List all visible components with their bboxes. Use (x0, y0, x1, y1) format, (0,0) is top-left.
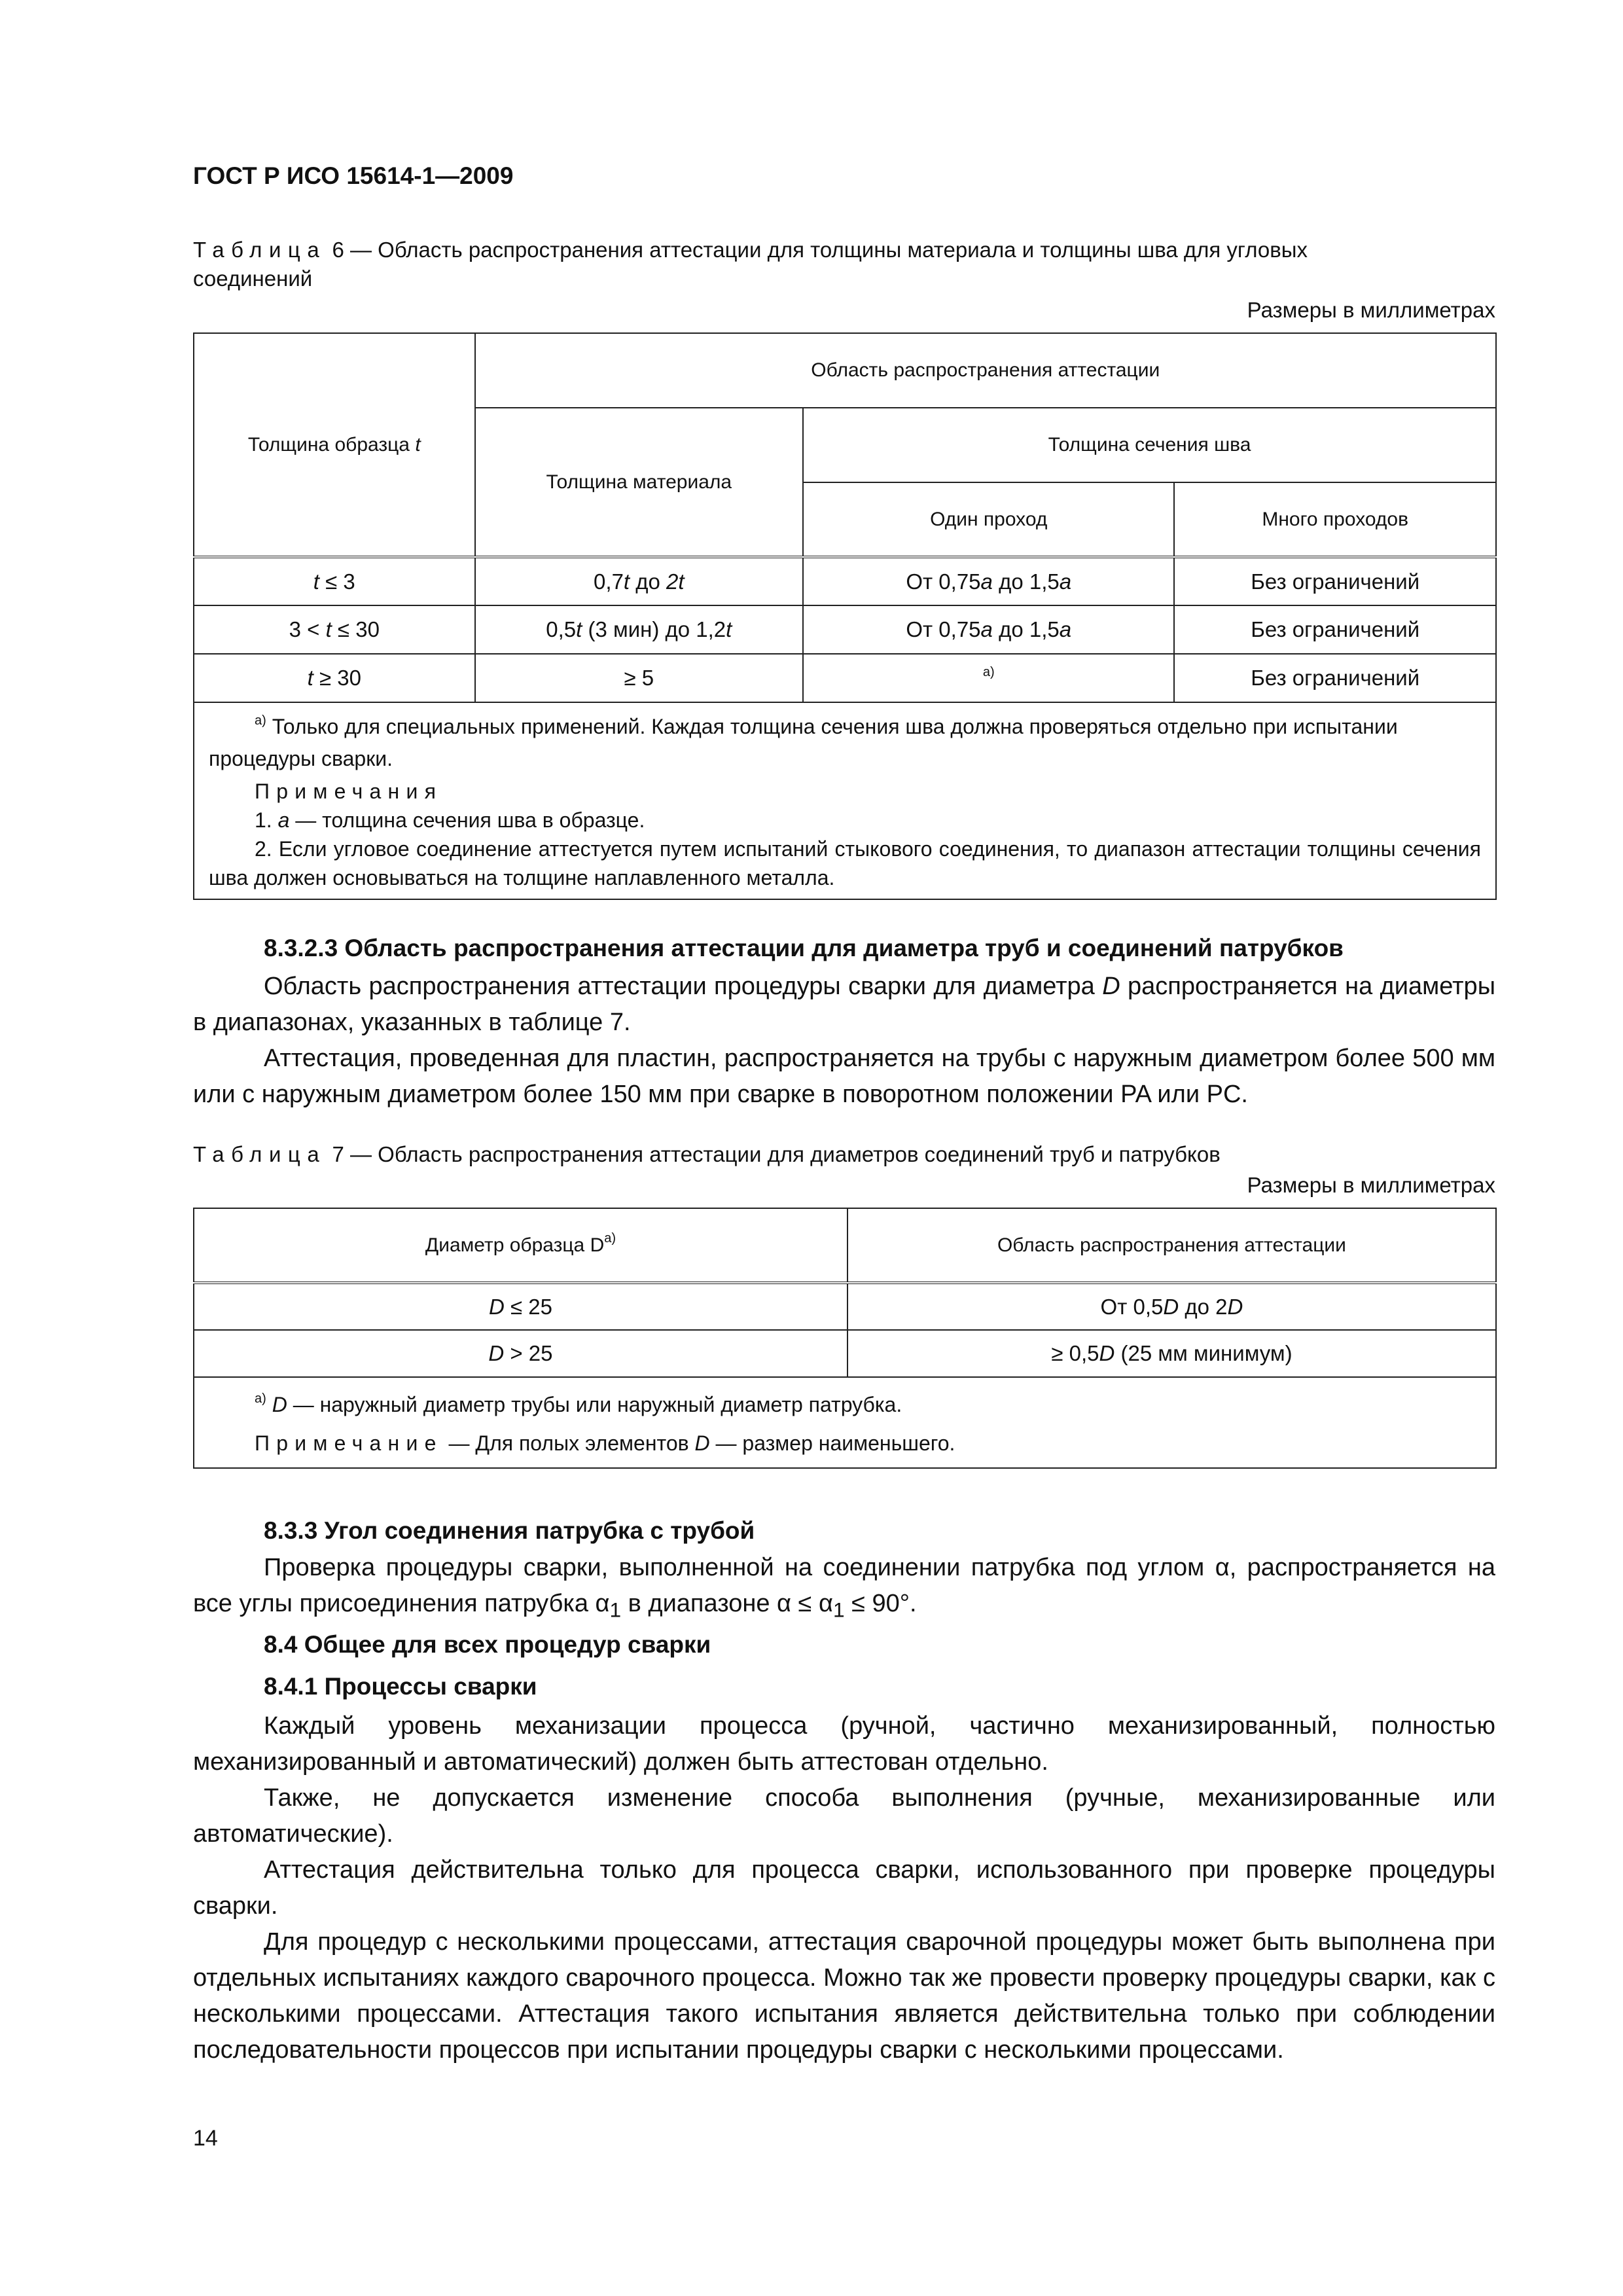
table-row (194, 1330, 1496, 1377)
table6-units: Размеры в миллиметрах (1247, 298, 1495, 322)
table6-footnotes (194, 702, 1496, 899)
paragraph: Для процедур с несколькими процессами, аттестация сварочной процедуры может быть выполнена при отдельных испытаниях каждого сварочного процесса. Можно так же провести проверку процедуры сварки, как с несколькими процессами. Аттестация такого испытания является действительна только при соблюдении последовательности процессов при испытании процедуры сварки с несколькими процессами. (193, 1928, 1495, 2064)
table-cell: От 0,5D до 2D (847, 1283, 1496, 1330)
table-cell: D ≤ 25 (194, 1283, 847, 1330)
table-row (194, 1283, 1496, 1330)
document-header: ГОСТ Р ИСО 15614-1—2009 (193, 162, 514, 189)
table-cell: От 0,75a до 1,5a (803, 557, 1174, 605)
table-cell: 3 < t ≤ 30 (194, 605, 475, 654)
table-cell: t ≥ 30 (194, 654, 475, 702)
paragraph: Область распространения аттестации процедуры сварки для диаметра D распространяется на диаметры в диапазонах, указанных в таблице 7. (193, 973, 1496, 1036)
table6-header-seam: Толщина сечения шва (803, 408, 1496, 482)
table7 (193, 1208, 1497, 1469)
table6-header-single: Один проход (803, 482, 1174, 557)
table-row (194, 654, 1496, 702)
section-8-4-1-title: 8.4.1 Процессы сварки (264, 1673, 537, 1700)
section-8-3-3-text (193, 1550, 1495, 1628)
table-cell: D > 25 (194, 1330, 847, 1377)
section-8-3-3-title: 8.3.3 Угол соединения патрубка с трубой (264, 1517, 755, 1544)
table-cell: t ≤ 3 (194, 557, 475, 605)
table-row (194, 605, 1496, 654)
table6-header-material: Толщина материала (475, 408, 804, 557)
table7-footnotes (194, 1377, 1496, 1468)
table-cell: ≥ 5 (475, 654, 804, 702)
paragraph: Аттестация действительна только для процесса сварки, использованного при проверке процедуры сварки. (193, 1856, 1495, 1920)
table6-footnote: $^{a)}$ Только для специальных применений. Каждая толщина сечения шва должна проверяться отдельно при испытании процедуры сварки. (209, 713, 1398, 770)
paragraph: Каждый уровень механизации процесса (ручной, частично механизированный, полностью механизированный и автоматический) должен быть аттестован отдельно. (193, 1712, 1495, 1776)
paragraph: Также, не допускается изменение способа выполнения (ручные, механизированные или автоматические). (193, 1784, 1495, 1848)
table7-header-area: Область распространения аттестации (847, 1208, 1496, 1283)
table6-header-area: Область распространения аттестации (475, 333, 1496, 408)
section-8-4-title: 8.4 Общее для всех процедур сварки (264, 1631, 711, 1658)
table7-footnote: $^{a)}$ D — наружный диаметр трубы или наружный диаметр патрубка. (255, 1391, 902, 1416)
paragraph: Аттестация, проведенная для пластин, распространяется на трубы с наружным диаметром более 500 мм или с наружным диаметром более 150 мм при сварке в поворотном положении PA или PC. (193, 1045, 1495, 1108)
paragraph: Проверка процедуры сварки, выполненной на соединении патрубка под углом α, распространяется на все углы присоединения патрубка $\alpha_1$ в диапазоне $\alpha \le \alpha_1 \le 90^\circ$. (193, 1554, 1495, 1622)
section-8-3-2-3-title: 8.3.2.3 Область распространения аттестации для диаметра труб и соединений патрубков (264, 935, 1344, 961)
table-cell: От 0,75a до 1,5a (803, 605, 1174, 654)
table6-notes-title: Примечания (255, 780, 443, 803)
table7-units: Размеры в миллиметрах (1247, 1173, 1495, 1197)
table6-caption: Таблица 6 — Область распространения аттестации для толщины материала и толщины шва для угловых соединений (193, 238, 1308, 291)
table-cell: Без ограничений (1174, 654, 1496, 702)
section-8-4-1-text (193, 1708, 1495, 2068)
table6-header-multi: Много проходов (1174, 482, 1496, 557)
section-8-3-2-3-text (193, 969, 1495, 1113)
page-number: 14 (193, 2126, 218, 2151)
table6-header-sample: Толщина образца t (194, 333, 475, 557)
table-row (194, 557, 1496, 605)
table-cell: a) (803, 654, 1174, 702)
table7-header-diameter: Диаметр образца $D^{a)}$ (194, 1208, 847, 1283)
table-cell: Без ограничений (1174, 557, 1496, 605)
table7-caption: Таблица 7 — Область распространения аттестации для диаметров соединений труб и патрубков (193, 1142, 1221, 1166)
table6-note2: 2. Если угловое соединение аттестуется путем испытаний стыкового соединения, то диапазон аттестации толщины сечения шва должен основываться на толщине наплавленного металла. (209, 837, 1481, 889)
table-cell: ≥ 0,5D (25 мм минимум) (847, 1330, 1496, 1377)
table6-label: Таблица (193, 238, 327, 262)
table7-note: Примечание — Для полых элементов D — размер наименьшего. (255, 1431, 955, 1455)
table6-note1: 1. a — толщина сечения шва в образце. (255, 808, 645, 832)
table-cell: 0,5t (3 мин) до 1,2t (475, 605, 804, 654)
table7-label: Таблица (193, 1142, 327, 1166)
table-cell: Без ограничений (1174, 605, 1496, 654)
table-cell: 0,7t до 2t (475, 557, 804, 605)
table6 (193, 332, 1497, 900)
